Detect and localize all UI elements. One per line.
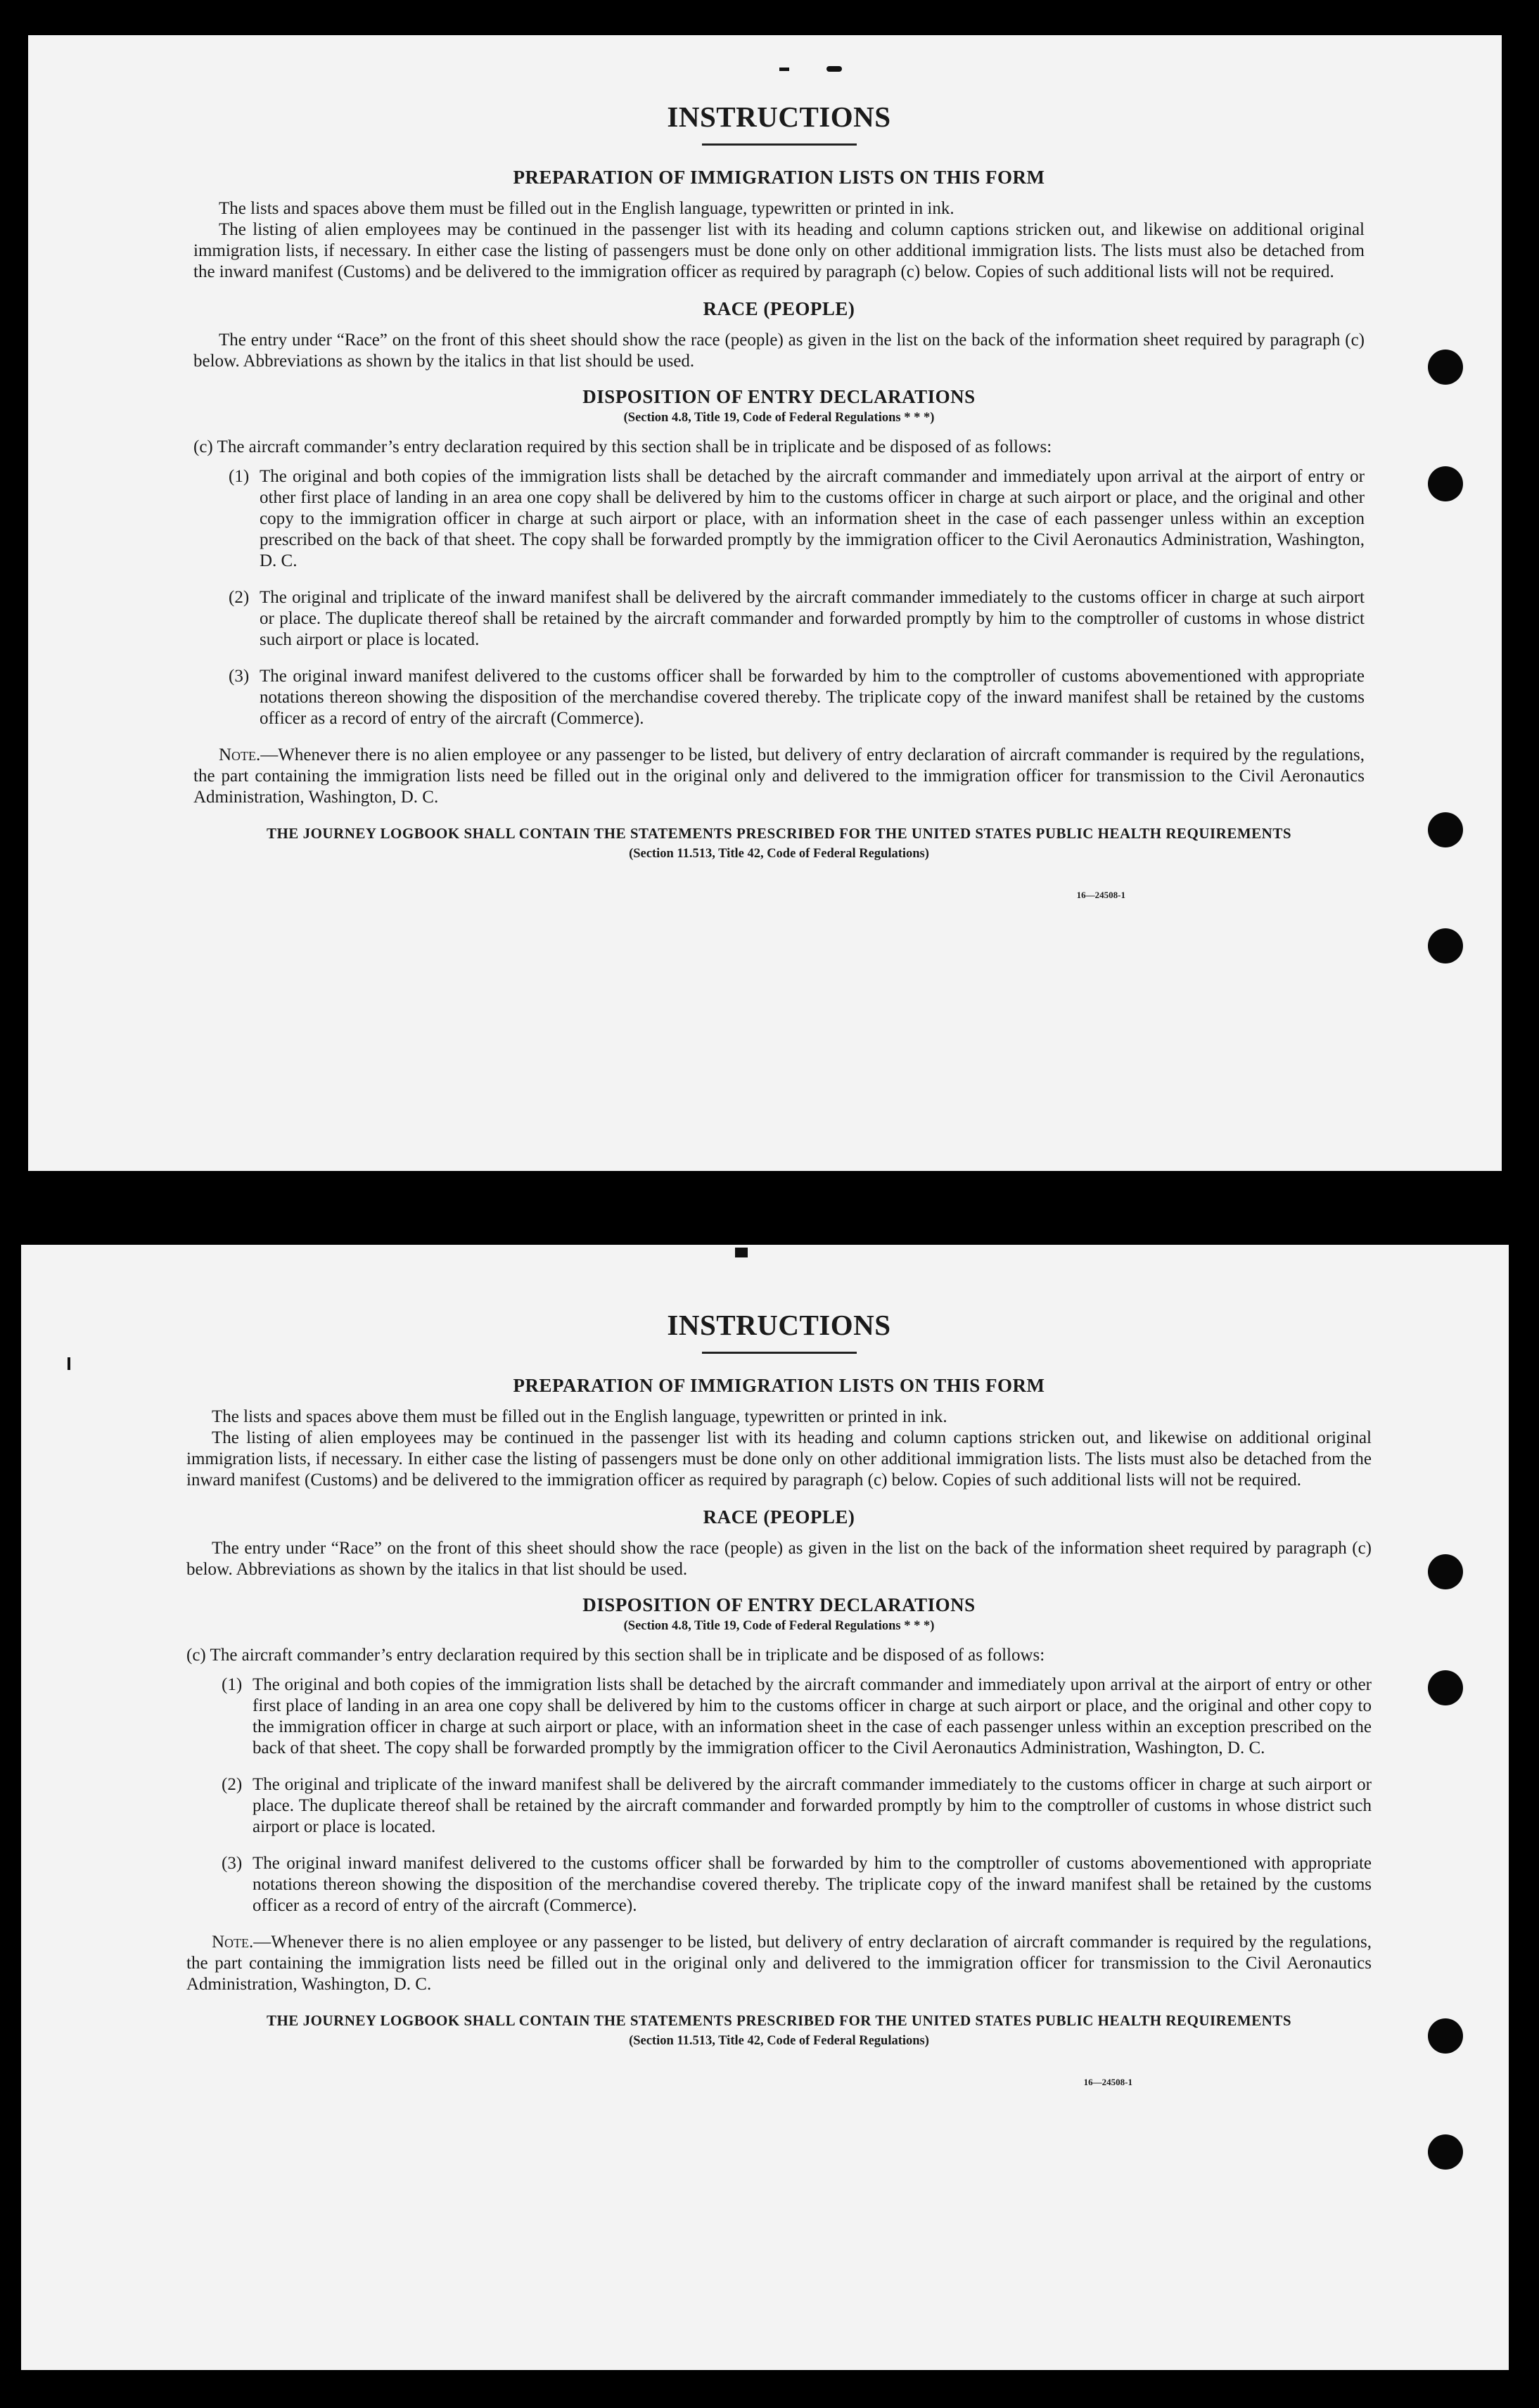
punch-hole [1428,1554,1463,1589]
list-item-number: (1) [229,467,250,486]
list-item-number: (1) [222,1675,243,1694]
form-number: 16—24508-1 [1083,2077,1132,2087]
list-item [222,1774,1372,1838]
document-sheet-top [28,35,1502,1171]
disposition-heading: DISPOSITION OF ENTRY DECLARATIONS [582,386,976,407]
disposition-citation: (Section 4.8, Title 19, Code of Federal Regulations * * *) [623,411,935,425]
list-item [229,587,1365,651]
title-underline [702,1352,857,1354]
instructions-title: INSTRUCTIONS [667,101,891,133]
list-item-text: The original and both copies of the immigration lists shall be detached by the aircraft commander and immediately upon arrival at the airport of entry or other first place of landing in an area one copy shall be delivered by him to the customs officer in charge at such airport or place, and the original and other copy to the immigration officer in charge at such airport or place, with an information sheet in the case of each passenger unless within an exception prescribed on the back of that sheet. The copy shall be forwarded promptly by the immigration officer to the Civil Aeronautics Administration, Washington, D. C. [253,1675,1372,1757]
immigration-lists-heading: PREPARATION OF IMMIGRATION LISTS ON THIS FORM [513,167,1045,188]
punch-hole [1428,1670,1463,1705]
note-text: —Whenever there is no alien employee or any passenger to be listed, but delivery of entry declaration of aircraft commander is required by the regulations, the part containing the immigration lists need be filled out in the original only and delivered to the immigration officer for transmission to the Civil Aeronautics Administration, Washington, D. C. [186,1933,1372,1994]
list-item-text: The original inward manifest delivered to the customs officer shall be forwarded by him to the comptroller of customs abovementioned with appropriate notations thereon showing the disposition of the merchandise covered thereby. The triplicate copy of the inward manifest shall be retained by the customs officer as a record of entry of the aircraft (Commerce). [260,667,1365,728]
disposition-citation: (Section 4.8, Title 19, Code of Federal Regulations * * *) [623,1619,935,1633]
list-item [229,466,1365,572]
logbook-footer: THE JOURNEY LOGBOOK SHALL CONTAIN THE STATEMENTS PRESCRIBED FOR THE UNITED STATES PUBLIC HEALTH REQUIREMENTS [266,825,1292,842]
list-item [222,1674,1372,1759]
immigration-lists-paragraph-2: The listing of alien employees may be continued in the passenger list with its heading and column captions stricken out, and likewise on additional original immigration lists, if necessary. In either case the listing of passengers must be done only on other additional immigration lists. The lists must also be detached from the inward manifest (Customs) and be delivered to the immigration officer as required by paragraph (c) below. Copies of such additional lists will not be required. [193,220,1365,281]
list-item [222,1853,1372,1916]
list-item-number: (3) [229,667,250,686]
disposition-clause-c: (c) The aircraft commander’s entry declaration required by this section shall be in triplicate and be disposed of as follows: [186,1646,1045,1665]
form-number: 16—24508-1 [1076,890,1125,900]
scan-speck [735,1248,748,1257]
immigration-lists-paragraph-1: The lists and spaces above them must be filled out in the English language, typewritten or printed in ink. [219,199,954,218]
immigration-lists-paragraph-2: The listing of alien employees may be continued in the passenger list with its heading and column captions stricken out, and likewise on additional original immigration lists, if necessary. In either case the listing of passengers must be done only on other additional immigration lists. The lists must also be detached from the inward manifest (Customs) and be delivered to the immigration officer as required by paragraph (c) below. Copies of such additional lists will not be required. [186,1428,1372,1490]
instructions-title: INSTRUCTIONS [667,1309,891,1341]
note-text: —Whenever there is no alien employee or any passenger to be listed, but delivery of entry declaration of aircraft commander is required by the regulations, the part containing the immigration lists need be filled out in the original only and delivered to the immigration officer for transmission to the Civil Aeronautics Administration, Washington, D. C. [193,745,1365,807]
list-item-number: (2) [229,588,250,607]
scan-speck [68,1357,70,1370]
immigration-lists-paragraph-1: The lists and spaces above them must be filled out in the English language, typewritten or printed in ink. [212,1407,947,1426]
race-paragraph: The entry under “Race” on the front of this sheet should show the race (people) as given in the list on the back of the information sheet required by paragraph (c) below. Abbreviations as shown by the italics in that list should be used. [193,331,1365,371]
disposition-clause-c: (c) The aircraft commander’s entry declaration required by this section shall be in triplicate and be disposed of as follows: [193,437,1052,456]
race-heading: RACE (PEOPLE) [703,298,855,319]
immigration-lists-heading: PREPARATION OF IMMIGRATION LISTS ON THIS FORM [513,1375,1045,1396]
race-paragraph: The entry under “Race” on the front of this sheet should show the race (people) as given in the list on the back of the information sheet required by paragraph (c) below. Abbreviations as shown by the italics in that list should be used. [186,1539,1372,1579]
punch-hole [1428,812,1463,847]
note-paragraph [186,1932,1372,1995]
list-item [229,666,1365,729]
list-item-text: The original and triplicate of the inward manifest shall be delivered by the aircraft commander immediately to the customs officer in charge at such airport or place. The duplicate thereof shall be retained by the aircraft commander and forwarded promptly by him to the comptroller of customs in whose district such airport or place is located. [260,588,1365,649]
punch-hole [1428,2134,1463,2170]
disposition-heading: DISPOSITION OF ENTRY DECLARATIONS [582,1594,976,1615]
list-item-text: The original inward manifest delivered to the customs officer shall be forwarded by him to the comptroller of customs abovementioned with appropriate notations thereon showing the disposition of the merchandise covered thereby. The triplicate copy of the inward manifest shall be retained by the customs officer as a record of entry of the aircraft (Commerce). [253,1854,1372,1915]
list-item-text: The original and both copies of the immigration lists shall be detached by the aircraft commander and immediately upon arrival at the airport of entry or other first place of landing in an area one copy shall be delivered by him to the customs officer in charge at such airport or place, and the original and other copy to the immigration officer in charge at such airport or place, with an information sheet in the case of each passenger unless within an exception prescribed on the back of that sheet. The copy shall be forwarded promptly by the immigration officer to the Civil Aeronautics Administration, Washington, D. C. [260,467,1365,570]
disposition-list [193,466,1365,729]
list-item-text: The original and triplicate of the inward manifest shall be delivered by the aircraft commander immediately to the customs officer in charge at such airport or place. The duplicate thereof shall be retained by the aircraft commander and forwarded promptly by him to the comptroller of customs in whose district such airport or place is located. [253,1775,1372,1836]
scan-speck [826,66,842,72]
punch-hole [1428,2018,1463,2054]
race-heading: RACE (PEOPLE) [703,1506,855,1528]
logbook-footer-citation: (Section 11.513, Title 42, Code of Federal Regulations) [629,2034,929,2048]
logbook-footer-citation: (Section 11.513, Title 42, Code of Federal Regulations) [629,847,929,861]
punch-hole [1428,928,1463,963]
title-underline [702,143,857,146]
list-item-number: (3) [222,1854,243,1873]
note-label: Note. [212,1933,254,1952]
logbook-footer: THE JOURNEY LOGBOOK SHALL CONTAIN THE STATEMENTS PRESCRIBED FOR THE UNITED STATES PUBLIC HEALTH REQUIREMENTS [266,2012,1292,2029]
disposition-list [186,1674,1372,1916]
document-sheet-bottom [21,1245,1509,2370]
scan-speck [779,68,789,71]
list-item-number: (2) [222,1775,243,1794]
note-label: Note. [219,745,261,764]
punch-hole [1428,466,1463,501]
note-paragraph [193,745,1365,808]
punch-hole [1428,350,1463,385]
